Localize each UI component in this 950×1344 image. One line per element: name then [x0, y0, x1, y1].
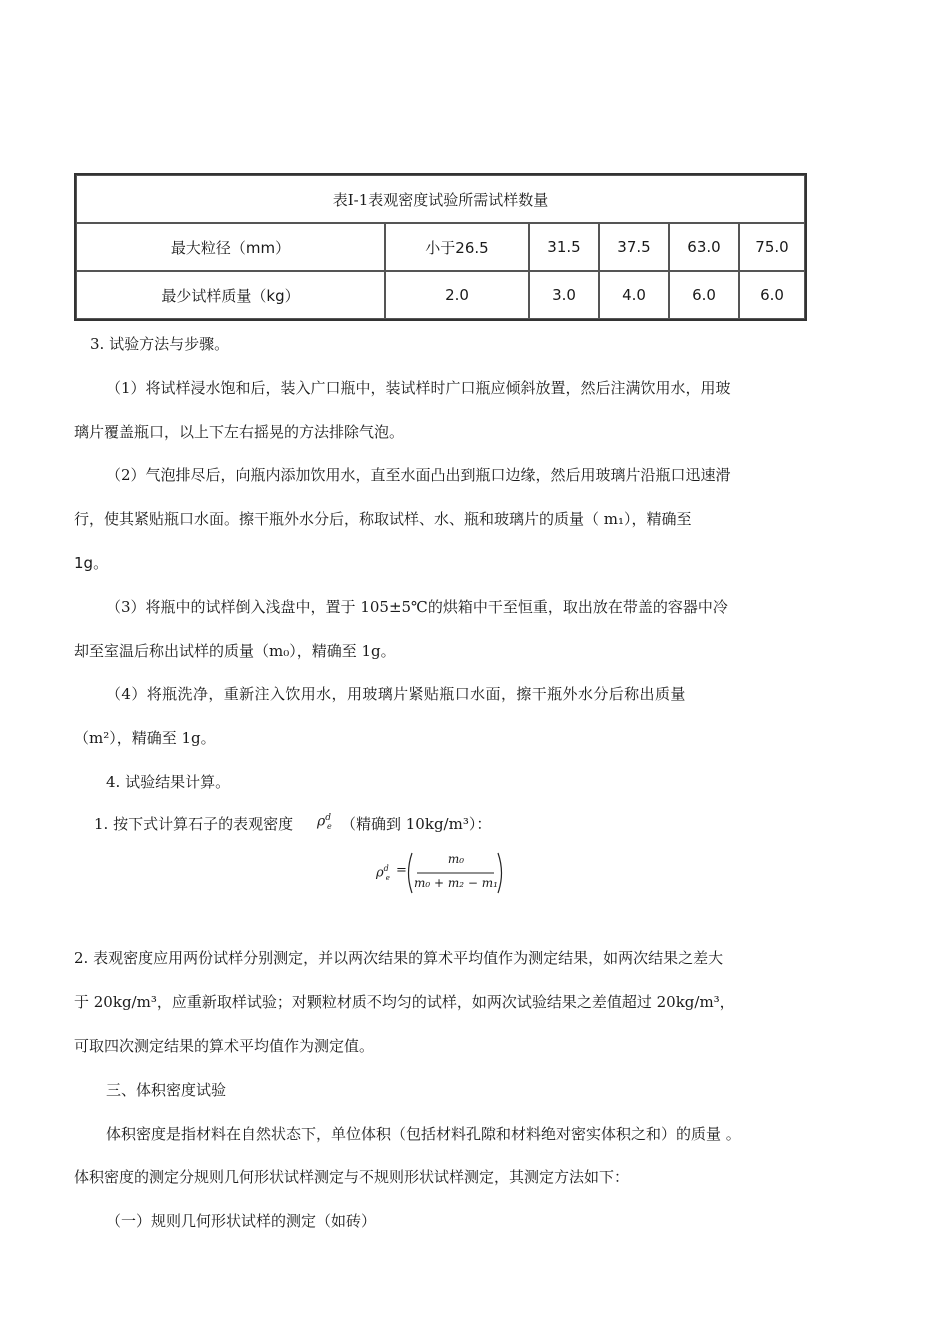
table-cell: 6.0 — [739, 271, 805, 319]
paragraph-line: 可取四次测定结果的算术平均值作为测定值。 — [74, 1037, 375, 1055]
paragraph-line: 体积密度的测定分规则几何形状试样测定与不规则形状试样测定，其测定方法如下： — [74, 1168, 630, 1186]
paragraph-line: 却至室温后称出试样的质量（m₀），精确至 1g。 — [74, 642, 396, 660]
table-cell: 6.0 — [669, 271, 739, 319]
equals-sign: = — [396, 863, 407, 878]
paragraph-line: 于 20kg/m³，应重新取样试验；对颗粒材质不均匀的试样，如两次试验结果之差值超过 20kg/m³， — [74, 993, 735, 1011]
paragraph-line: （精确到 10kg/m³）： — [341, 815, 492, 833]
table-cell: 37.5 — [599, 223, 669, 271]
formula-denominator: m₀ + m₂ − m₁ — [414, 876, 498, 890]
paragraph-line: 行，使其紧贴瓶口水面。擦干瓶外水分后，称取试样、水、瓶和玻璃片的质量（ m₁），精确至 — [74, 510, 692, 528]
paragraph-line: 1g。 — [74, 554, 109, 572]
rho-symbol: $\rho^d_e$ — [317, 813, 332, 832]
paragraph-line: 2. 表观密度应用两份试样分别测定，并以两次结果的算术平均值作为测定结果，如两次结果之差大 — [74, 949, 724, 967]
formula-numerator: m₀ — [447, 852, 465, 866]
table-cell: 63.0 — [669, 223, 739, 271]
row-label-max-size: 最大粒径（mm） — [76, 223, 385, 271]
paragraph-line: （2）气泡排尽后，向瓶内添加饮用水，直至水面凸出到瓶口边缘，然后用玻璃片沿瓶口迅速滑 — [106, 466, 731, 484]
table-cell: 2.0 — [385, 271, 529, 319]
table-caption: 表Ⅰ-1表观密度试验所需试样数量 — [76, 175, 805, 223]
apparent-density-formula — [376, 850, 506, 896]
paragraph-line: （m²），精确至 1g。 — [74, 729, 216, 747]
formula-lhs: $\rho^d_e$ — [376, 864, 390, 882]
section-heading-method: 3. 试验方法与步骤。 — [90, 335, 230, 353]
paragraph-line: （4）将瓶洗净，重新注入饮用水，用玻璃片紧贴瓶口水面，擦干瓶外水分后称出质量 — [106, 685, 686, 703]
table-cell: 3.0 — [529, 271, 599, 319]
section-heading-bulk-density: 三、体积密度试验 — [106, 1081, 227, 1099]
table-cell: 小于26.5 — [385, 223, 529, 271]
subsection-heading: （一）规则几何形状试样的测定（如砖） — [106, 1212, 377, 1230]
paragraph-line: （1）将试样浸水饱和后，装入广口瓶中，装试样时广口瓶应倾斜放置，然后注满饮用水，用玻 — [106, 379, 731, 397]
paragraph-line: 璃片覆盖瓶口，以上下左右摇晃的方法排除气泡。 — [74, 423, 405, 441]
row-label-min-mass: 最少试样质量（kg） — [76, 271, 385, 319]
sample-quantity-table — [74, 173, 807, 321]
table-cell: 75.0 — [739, 223, 805, 271]
paragraph-line: （3）将瓶中的试样倒入浅盘中，置于 105±5℃的烘箱中干至恒重，取出放在带盖的容器中冷 — [106, 598, 728, 616]
section-heading-result: 4. 试验结果计算。 — [106, 773, 231, 791]
paragraph-line: 体积密度是指材料在自然状态下，单位体积（包括材料孔隙和材料绝对密实体积之和）的质量 。 — [106, 1125, 741, 1143]
paragraph-line: 1. 按下式计算石子的表观密度 — [94, 815, 294, 833]
table-cell: 4.0 — [599, 271, 669, 319]
table-cell: 31.5 — [529, 223, 599, 271]
